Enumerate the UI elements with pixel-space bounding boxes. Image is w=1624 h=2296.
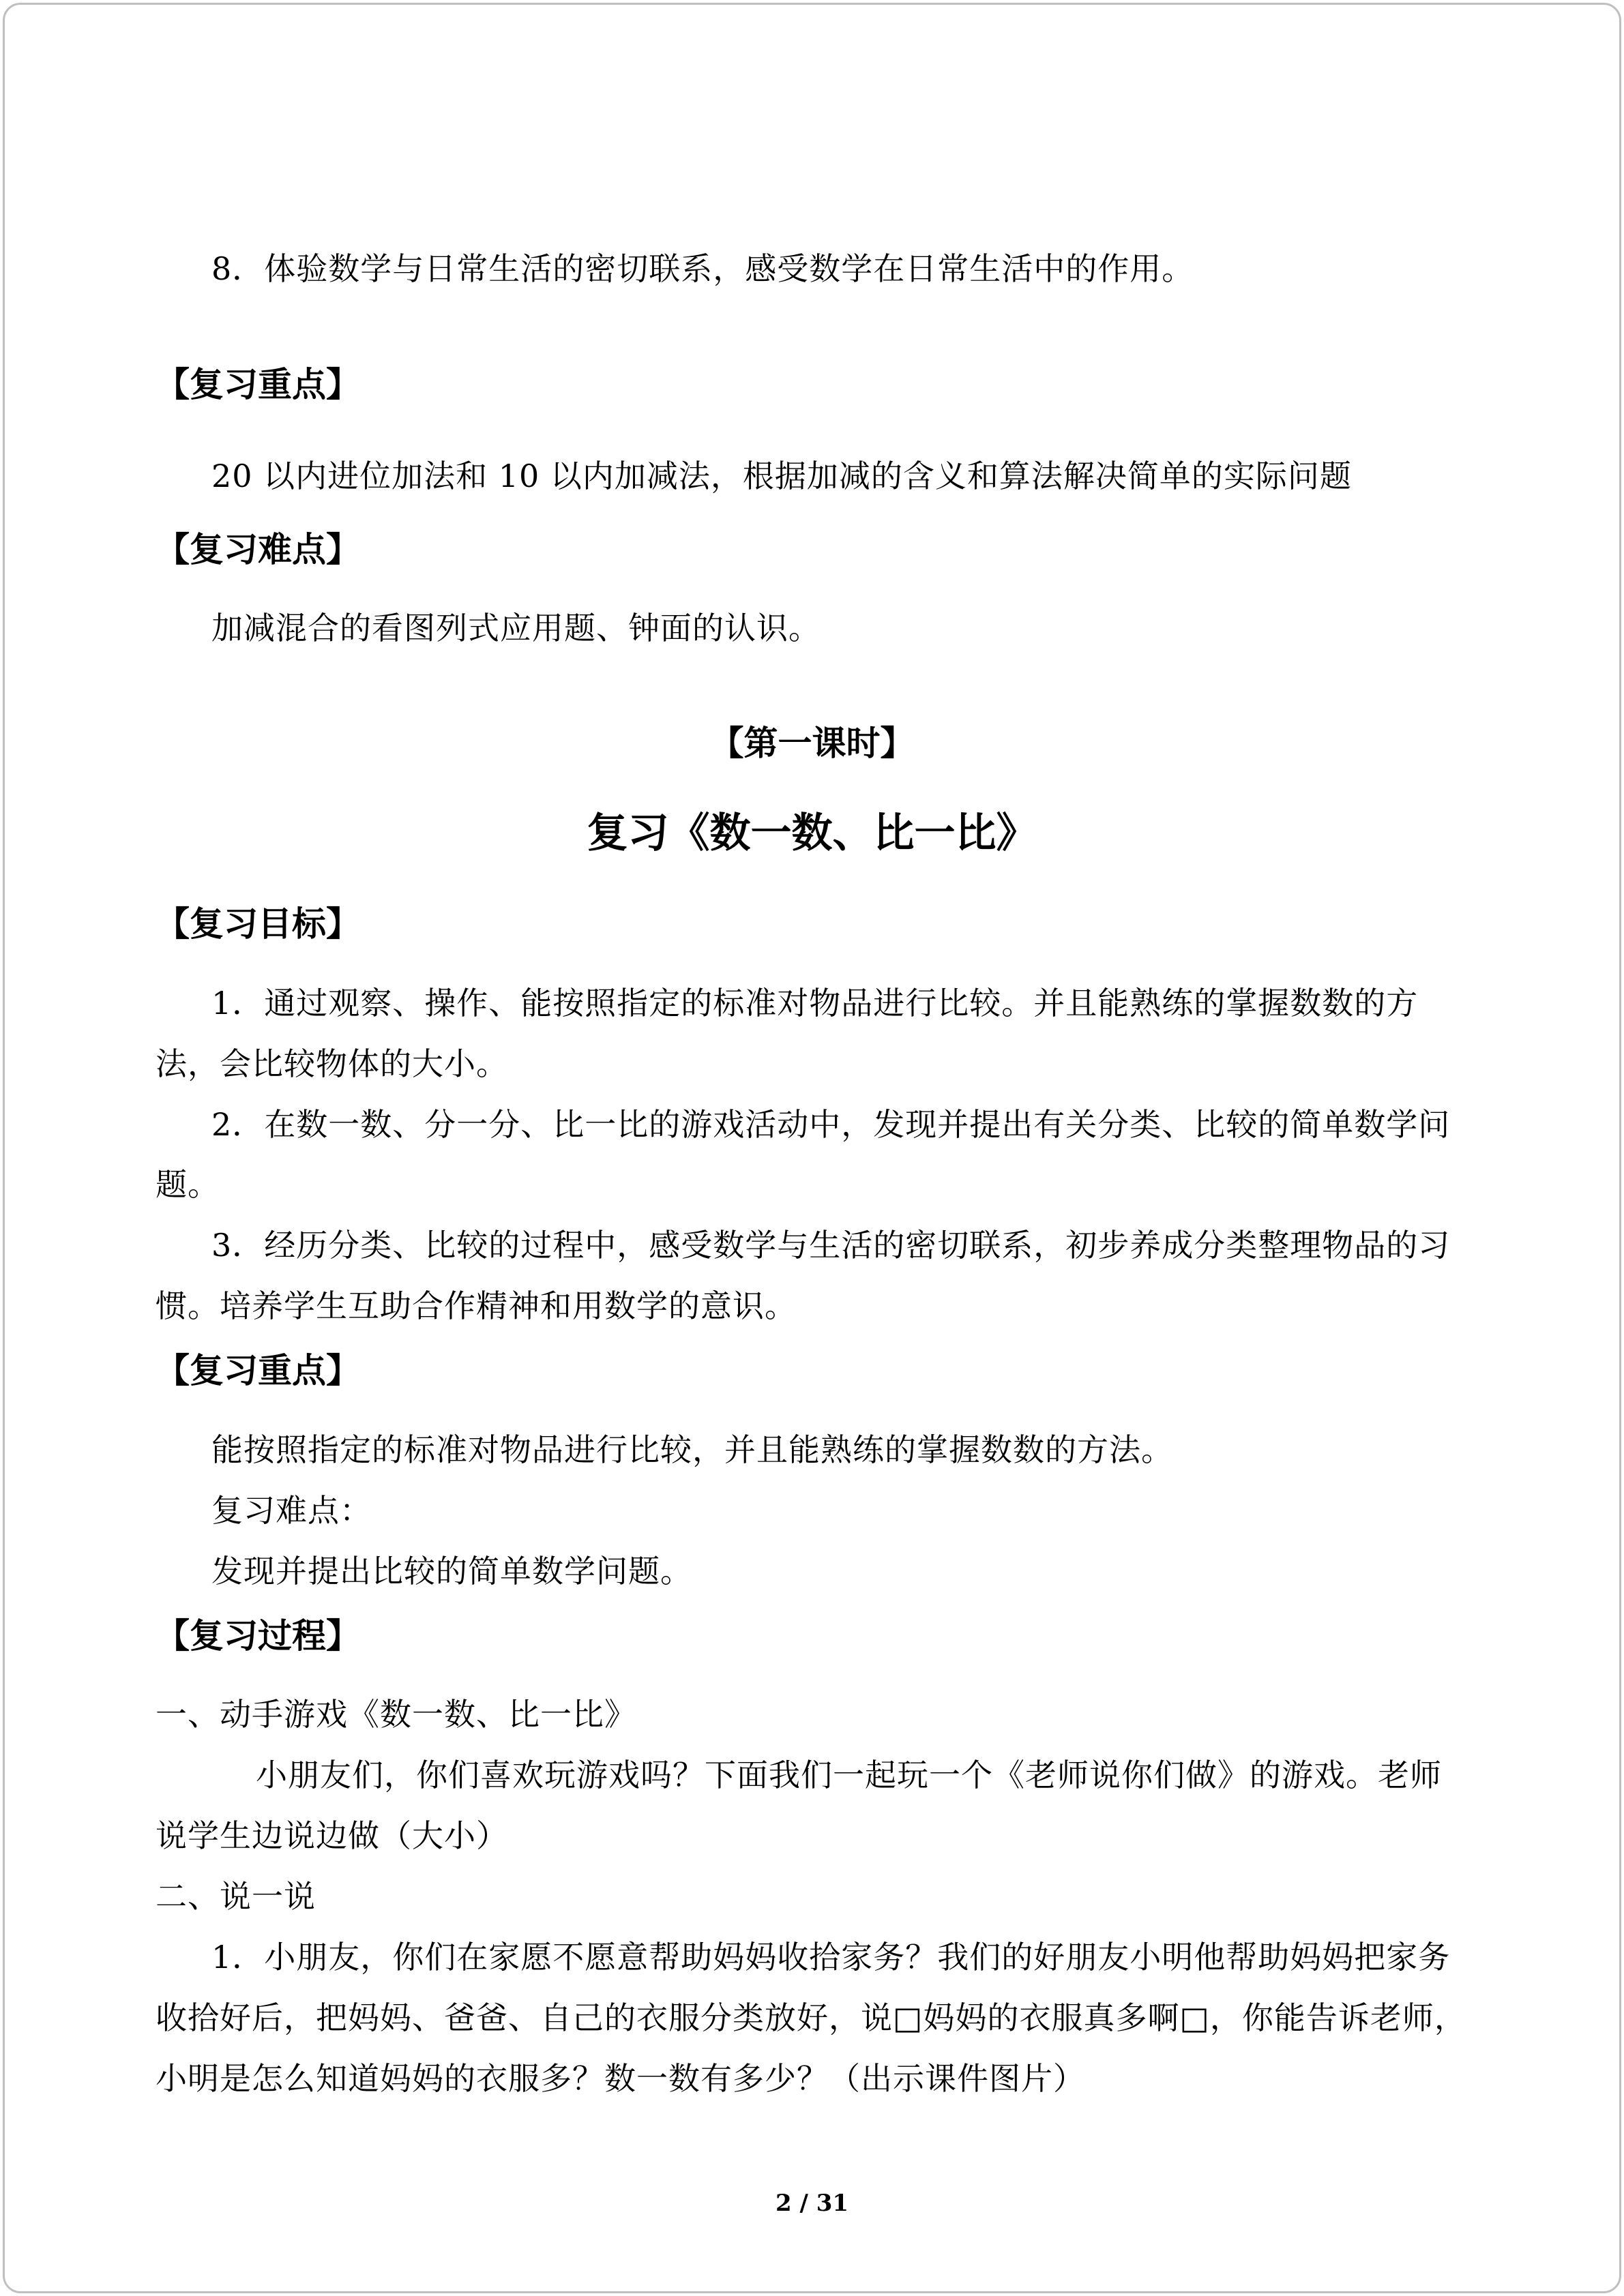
paragraph-activity-2-line-2: 收拾好后，把妈妈、爸爸、自己的衣服分类放好，说□妈妈的衣服真多啊□，你能告诉老师， (156, 1999, 1466, 2036)
heading-review-difficulties: 【复习难点】 (156, 530, 360, 569)
paragraph-goal-2-line-1: 2．在数一数、分一分、比一比的游戏活动中，发现并提出有关分类、比较的简单数学问 (211, 1106, 1451, 1143)
heading-lesson-key-points: 【复习重点】 (156, 1351, 360, 1390)
lesson-title: 复习《数一数、比一比》 (587, 809, 1037, 857)
paragraph-goal-2-line-2: 题。 (156, 1166, 220, 1203)
paragraph-activity-2-title: 二、说一说 (156, 1878, 316, 1915)
paragraph-goal-3-line-2: 惯。培养学生互助合作精神和用数学的意识。 (156, 1287, 797, 1324)
paragraph-goal-3-line-1: 3．经历分类、比较的过程中，感受数学与生活的密切联系，初步养成分类整理物品的习 (211, 1227, 1451, 1264)
paragraph-difficulty-body: 发现并提出比较的简单数学问题。 (211, 1553, 692, 1590)
paragraph-goal-1-line-2: 法，会比较物体的大小。 (156, 1045, 508, 1082)
paragraph-key-points: 20 以内进位加法和 10 以内加减法，根据加减的含义和算法解决简单的实际问题 (211, 458, 1352, 494)
page-number: 2 / 31 (775, 2190, 849, 2217)
paragraph-difficulty-label: 复习难点： (211, 1492, 372, 1529)
paragraph-activity-1-line-1: 小朋友们，你们喜欢玩游戏吗？下面我们一起玩一个《老师说你们做》的游戏。老师 (256, 1757, 1442, 1793)
paragraph-activity-2-line-1: 1．小朋友，你们在家愿不愿意帮助妈妈收拾家务？我们的好朋友小明他帮助妈妈把家务 (211, 1939, 1451, 1976)
heading-review-key-points: 【复习重点】 (156, 365, 360, 404)
paragraph-goal-1-line-1: 1．通过观察、操作、能按照指定的标准对物品进行比较。并且能熟练的掌握数数的方 (211, 985, 1419, 1022)
heading-review-goals: 【复习目标】 (156, 904, 360, 944)
paragraph-activity-1-line-2: 说学生边说边做（大小） (156, 1817, 508, 1854)
paragraph-goal-8: 8．体验数学与日常生活的密切联系，感受数学在日常生活中的作用。 (211, 250, 1194, 287)
lesson-session-heading: 【第一课时】 (709, 724, 915, 763)
paragraph-activity-1-title: 一、动手游戏《数一数、比一比》 (156, 1696, 636, 1733)
heading-review-process: 【复习过程】 (156, 1616, 360, 1656)
paragraph-activity-2-line-3: 小明是怎么知道妈妈的衣服多？数一数有多少？（出示课件图片） (156, 2060, 1085, 2097)
paragraph-lesson-key-point: 能按照指定的标准对物品进行比较，并且能熟练的掌握数数的方法。 (211, 1431, 1173, 1468)
paragraph-difficulties: 加减混合的看图列式应用题、钟面的认识。 (211, 610, 821, 646)
